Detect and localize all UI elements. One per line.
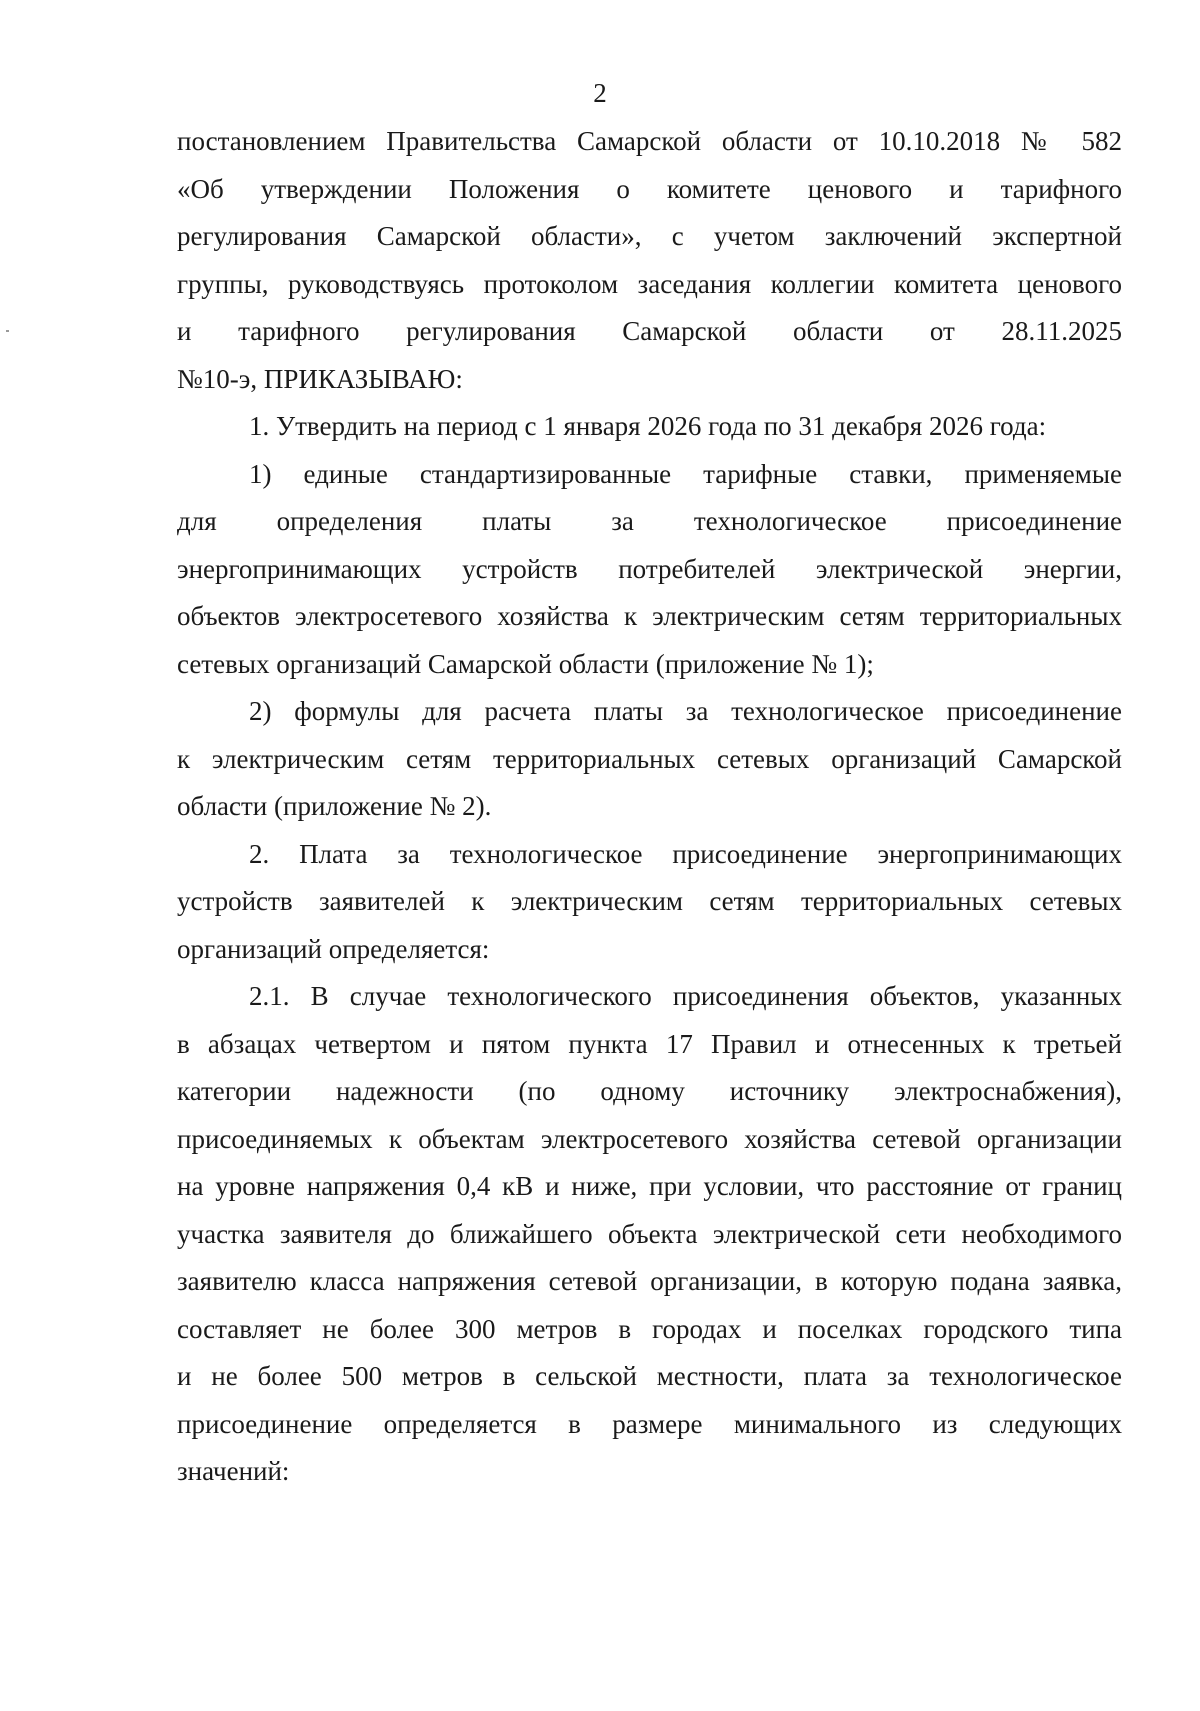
text-line: №10-э, ПРИКАЗЫВАЮ: [177, 363, 463, 394]
text-line: для определения платы за технологическое присоединение [177, 506, 1122, 536]
text-line: 2) формулы для расчета платы за технологическое присоединение [249, 696, 1122, 726]
text-line: на уровне напряжения 0,4 кВ и ниже, при условии, что расстояние от границ [177, 1171, 1122, 1201]
text-line: объектов электросетевого хозяйства к электрическим сетям территориальных [177, 601, 1122, 631]
text-line: к электрическим сетям территориальных сетевых организаций Самарской [177, 743, 1122, 774]
text-line: присоединяемых к объектам электросетевого хозяйства сетевой организации [177, 1123, 1122, 1154]
page-number: 2 [593, 78, 607, 108]
text-line: в абзацах четвертом и пятом пункта 17 Правил и отнесенных к третьей [177, 1028, 1122, 1059]
text-line: категории надежности (по одному источнику электроснабжения), [177, 1076, 1122, 1106]
text-line: группы, руководствуясь протоколом заседания коллегии комитета ценового [177, 268, 1122, 299]
text-line: сетевых организаций Самарской области (приложение № 1); [177, 648, 874, 679]
text-line: участка заявителя до ближайшего объекта электрической сети необходимого [177, 1218, 1122, 1249]
text-line: и тарифного регулирования Самарской области от 28.11.2025 [177, 316, 1122, 346]
text-line: регулирования Самарской области», с учетом заключений экспертной [177, 221, 1122, 251]
text-line: заявителю класса напряжения сетевой организации, в которую подана заявка, [177, 1266, 1122, 1296]
text-line: значений: [177, 1456, 290, 1486]
text-line: энергопринимающих устройств потребителей электрической энергии, [177, 553, 1122, 584]
text-line: составляет не более 300 метров в городах и поселках городского типа [177, 1313, 1122, 1344]
text-line: присоединение определяется в размере минимального из следующих [177, 1408, 1122, 1439]
text-line: и не более 500 метров в сельской местности, плата за технологическое [177, 1361, 1122, 1391]
text-line: «Об утверждении Положения о комитете ценового и тарифного [177, 173, 1122, 204]
text-line: устройств заявителей к электрическим сетям территориальных сетевых [177, 886, 1122, 916]
text-line: организаций определяется: [177, 933, 490, 964]
text-line: постановлением Правительства Самарской области от 10.10.2018 № 582 [177, 126, 1122, 156]
document-body [177, 118, 1122, 1496]
text-line: 2.1. В случае технологического присоединения объектов, указанных [249, 981, 1122, 1011]
scan-margin-mark [6, 330, 9, 332]
text-line: 1) единые стандартизированные тарифные ставки, применяемые [249, 458, 1122, 489]
text-line: области (приложение № 2). [177, 791, 492, 821]
text-line: 2. Плата за технологическое присоединение энергопринимающих [249, 838, 1122, 869]
text-line: 1. Утвердить на период с 1 января 2026 года по 31 декабря 2026 года: [249, 411, 1047, 441]
